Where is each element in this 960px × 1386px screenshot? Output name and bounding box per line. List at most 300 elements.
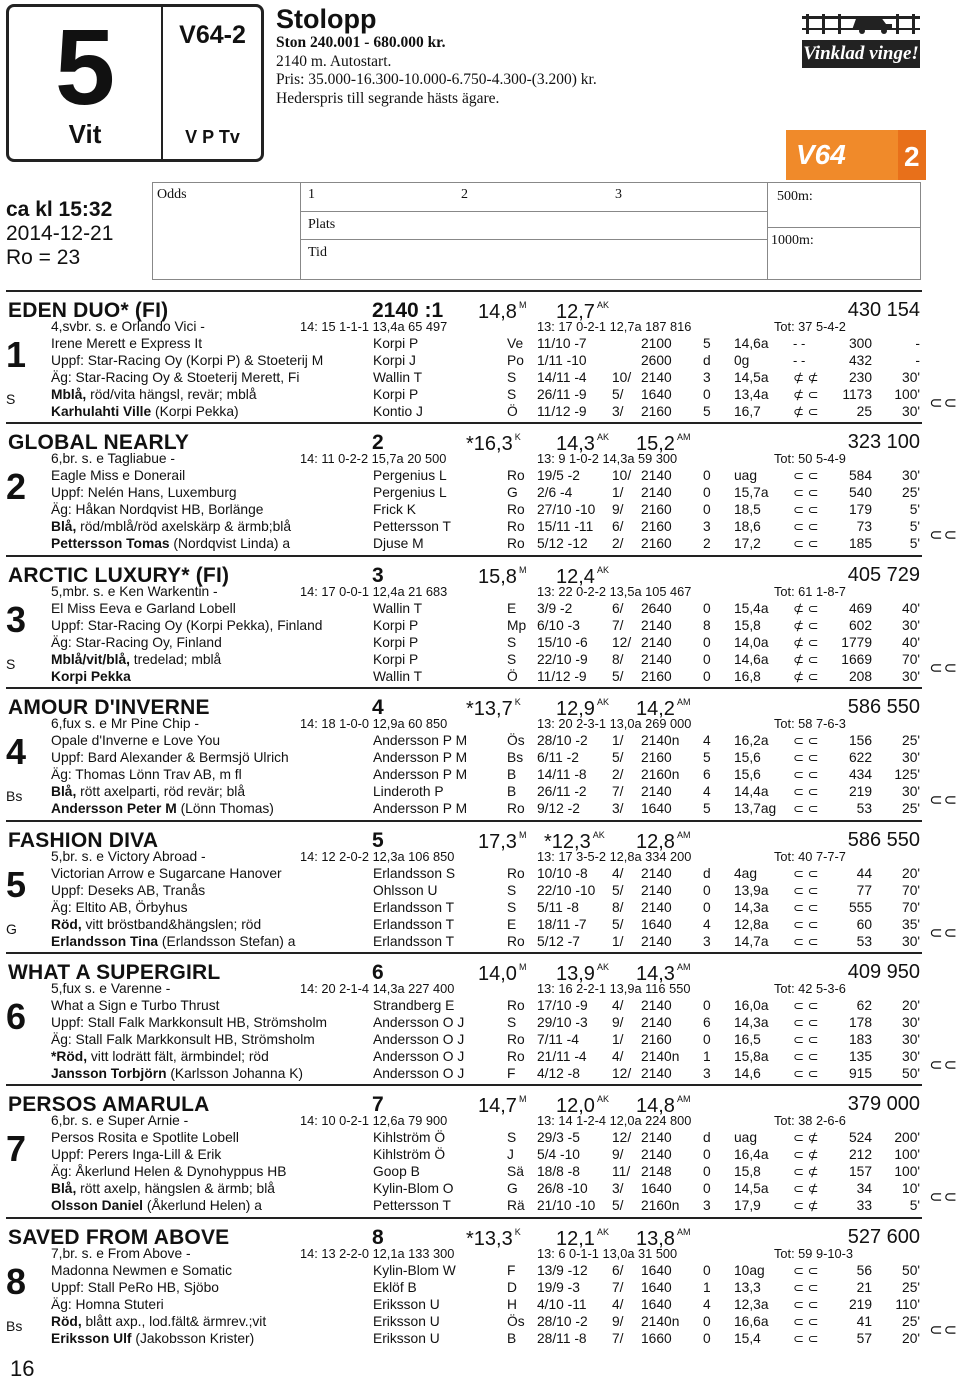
start-distance: 2140	[641, 866, 672, 881]
shoe-symbol-icon: ⊂⊂	[929, 660, 958, 677]
horse-row	[0, 732, 960, 749]
start-date: 5/12 -12	[537, 536, 588, 551]
stats-2013: 13: 6 0-1-1 13,0a 31 500	[537, 1246, 678, 1261]
start-time-result: uag	[734, 1130, 758, 1145]
start-date: 2/6 -4	[537, 485, 573, 500]
start-position: 9/	[612, 502, 624, 517]
record-value: 14,3	[556, 433, 595, 455]
start-time-result: 16,2a	[734, 733, 769, 748]
record-value: 17,3	[478, 831, 517, 853]
start-track: S	[507, 1015, 517, 1030]
record-suffix: AM	[676, 432, 691, 442]
start-distance: 2160	[641, 502, 672, 517]
horse-row	[0, 1197, 960, 1214]
shoe-icon: ⊄ ⊂	[793, 618, 819, 633]
horse-info-line: Uppf: Stall Falk Markkonsult HB, Strömsholm	[51, 1015, 328, 1030]
horse-row	[0, 535, 960, 552]
start-lane: d	[703, 866, 711, 881]
start-date: 1/11 -10	[537, 353, 587, 368]
start-track: S	[507, 635, 517, 650]
horse-info-line	[51, 1180, 275, 1197]
start-odds: 57	[856, 1331, 872, 1346]
horse-row	[0, 583, 960, 600]
start-lane: 3	[703, 1198, 711, 1213]
start-odds: 44	[856, 866, 872, 881]
start-date: 29/10 -3	[537, 1015, 588, 1030]
shoe-icon: ⊂ ⊂	[793, 1032, 819, 1047]
horse-row	[0, 865, 960, 882]
horse-info-line: 6,br. s. e Tagliabue -	[51, 451, 175, 466]
horse-row	[0, 651, 960, 668]
start-driver: Korpi J	[373, 353, 416, 368]
horse-info-line: 5,br. s. e Victory Abroad -	[51, 849, 206, 864]
start-distance: 2160	[641, 519, 672, 534]
horse-info-line	[51, 1330, 254, 1347]
info-rest: (Karlsson Johanna K)	[166, 1066, 304, 1081]
record-suffix: M	[518, 962, 527, 972]
start-odds: 156	[848, 733, 872, 748]
start-track: Mp	[507, 618, 527, 633]
shoe-icon: - -	[793, 353, 806, 368]
start-lane: 5	[703, 750, 711, 765]
start-date: 18/8 -8	[537, 1164, 580, 1179]
start-driver: Wallin T	[373, 669, 423, 684]
horse-start-number: 5	[372, 829, 384, 852]
horse-row	[0, 617, 960, 634]
start-position: 5/	[612, 883, 624, 898]
horse-start-number: 7	[372, 1093, 384, 1116]
grid-plats-label: Plats	[308, 217, 336, 232]
horse-row	[0, 1262, 960, 1279]
record-value: 14,2	[636, 698, 675, 720]
start-track: E	[507, 601, 517, 616]
horse-info-line: Irene Merett e Express It	[51, 336, 203, 351]
start-time-result: 15,8a	[734, 1049, 769, 1064]
start-date: 21/10 -10	[537, 1198, 596, 1213]
start-position: 4/	[612, 866, 624, 881]
stats-total: Tot: 38 2-6-6	[774, 1113, 846, 1128]
record-value: 12,0	[556, 1095, 595, 1117]
shoe-symbol-icon: ⊂⊂	[929, 1322, 958, 1339]
start-time-result: 18,5	[734, 502, 761, 517]
info-rest: blått axp., lod.fält& ärmrev.;vit	[81, 1314, 267, 1329]
info-rest: (Jakobsson Krister)	[131, 1331, 255, 1346]
horse-number: 5	[6, 864, 27, 905]
grid-col-1: 1	[308, 187, 315, 202]
start-driver: Kylin-Blom W	[373, 1263, 456, 1278]
start-odds: 1779	[841, 635, 872, 650]
horse-entry	[0, 290, 960, 418]
shoe-icon: ⊂ ⊂	[793, 536, 819, 551]
horse-info-line: Äg: Homna Stuteri	[51, 1297, 164, 1312]
shoe-icon: ⊄ ⊄	[793, 370, 819, 385]
start-odds: 53	[856, 934, 872, 949]
race-prizes: Pris: 35.000-16.300-10.000-6.750-4.300-(3.200) kr.	[276, 71, 597, 88]
start-position: 5/	[612, 1198, 624, 1213]
start-lane: 0	[703, 1147, 711, 1162]
horse-info-line	[51, 1197, 262, 1214]
start-driver: Kontio J	[373, 404, 423, 419]
start-time-result: 4ag	[734, 866, 758, 881]
info-bold-part: Röd,	[51, 1314, 82, 1329]
horse-info-line: Uppf: Star-Racing Oy (Korpi Pekka), Finland	[51, 618, 323, 633]
record-suffix: AM	[676, 962, 691, 972]
start-track: Sä	[507, 1164, 524, 1179]
start-distance: 2160n	[641, 1198, 680, 1213]
start-date: 7/11 -4	[537, 1032, 579, 1047]
start-time-block	[6, 198, 146, 270]
start-lane: 0	[703, 669, 711, 684]
start-time-result: 13,9a	[734, 883, 769, 898]
start-track: E	[507, 917, 517, 932]
horse-row	[0, 1146, 960, 1163]
horse-info-line: Madonna Newmen e Somatic	[51, 1263, 232, 1278]
shoe-icon: ⊂ ⊂	[793, 1066, 819, 1081]
start-position: 2/	[612, 536, 624, 551]
start-lane: 4	[703, 917, 711, 932]
record-suffix: AK	[596, 1094, 609, 1104]
horse-info-line: Opale d'Inverne e Love You	[51, 733, 221, 748]
start-prize: 10'	[902, 1181, 920, 1196]
start-odds: 21	[856, 1280, 872, 1295]
start-prize: 70'	[902, 652, 920, 667]
horse-info-line: Uppf: Bard Alexander & Bermsjö Ulrich	[51, 750, 289, 765]
race-distance: 2140 m. Autostart.	[276, 52, 392, 70]
start-prize: 100'	[894, 387, 920, 402]
start-driver: Ohlsson U	[373, 883, 438, 898]
horse-entry	[0, 820, 960, 948]
start-time-result: 14,4a	[734, 784, 769, 799]
horse-row	[0, 980, 960, 997]
grid-500m-label: 500m:	[777, 189, 813, 204]
stats-2014: 14: 15 1-1-1 13,4a 65 497	[300, 319, 448, 334]
start-prize: 20'	[902, 998, 920, 1013]
vinklad-vinge-logo	[800, 8, 922, 70]
page-number: 16	[10, 1356, 35, 1381]
info-bold-part: Korpi Pekka	[51, 669, 131, 684]
start-distance: 2640	[641, 601, 672, 616]
horse-info-line	[51, 1048, 269, 1065]
horse-info-line: Äg: Håkan Nordqvist HB, Borlänge	[51, 502, 264, 517]
horse-row	[0, 1180, 960, 1197]
info-rest: rött axelparti, röd revär; blå	[76, 784, 246, 799]
start-driver: Korpi P	[373, 635, 419, 650]
horse-row	[0, 352, 960, 369]
horse-info-line: Persos Rosita e Spotlite Lobell	[51, 1130, 239, 1145]
record-suffix: M	[518, 565, 527, 575]
horse-info-line	[51, 518, 291, 535]
start-driver: Erlandsson T	[373, 934, 455, 949]
start-distance: 1640	[641, 917, 672, 932]
shoe-icon: ⊄ ⊂	[793, 635, 819, 650]
start-date: 6/11 -2	[537, 750, 579, 765]
start-driver: Korpi P	[373, 336, 419, 351]
start-odds: 41	[856, 1314, 872, 1329]
horse-row	[0, 1245, 960, 1262]
start-odds: 212	[848, 1147, 872, 1162]
info-bold-part: Eriksson Ulf	[51, 1331, 132, 1346]
horse-row	[0, 467, 960, 484]
shoe-icon: ⊂ ⊂	[793, 502, 819, 517]
record-value: 12,4	[556, 566, 595, 588]
start-prize: 30'	[902, 370, 920, 385]
start-track: B	[507, 784, 517, 799]
start-prize: 5'	[909, 1198, 920, 1213]
start-odds: 1173	[842, 387, 872, 402]
start-driver: Pergenius L	[373, 468, 447, 483]
horse-earnings: 586 550	[847, 696, 920, 718]
horse-info-line	[51, 651, 221, 668]
start-position: 9/	[612, 1314, 624, 1329]
record-suffix: M	[518, 1094, 527, 1104]
record-suffix: K	[514, 432, 521, 442]
shoe-symbol-icon: ⊂⊂	[929, 792, 958, 809]
odds-grid	[152, 182, 921, 280]
horse-earnings: 405 729	[847, 564, 920, 586]
start-prize: 30'	[902, 404, 920, 419]
start-driver: Goop B	[373, 1164, 420, 1179]
start-driver: Eriksson U	[373, 1331, 440, 1346]
start-time-result: 14,6a	[734, 652, 769, 667]
shoe-icon: ⊂ ⊂	[793, 750, 819, 765]
horse-row	[0, 1014, 960, 1031]
horse-earnings: 527 600	[847, 1226, 920, 1248]
start-date: 3/9 -2	[537, 601, 573, 616]
start-prize: 70'	[902, 883, 920, 898]
horse-info-line: 7,br. s. e From Above -	[51, 1246, 191, 1261]
start-odds: 73	[856, 519, 872, 534]
start-lane: 0	[703, 485, 711, 500]
game-types: V P Tv	[185, 127, 240, 147]
start-time-result: 14,3a	[734, 1015, 769, 1030]
info-rest: röd/vita hängsl, revär; mblå	[86, 387, 257, 402]
start-position: 6/	[612, 519, 624, 534]
start-driver: Kihlström Ö	[373, 1147, 446, 1162]
start-odds: 230	[848, 370, 872, 385]
horse-shoe-code: Bs	[6, 1318, 23, 1334]
start-position: 5/	[612, 387, 624, 402]
start-track: S	[507, 387, 517, 402]
start-lane: 0	[703, 900, 711, 915]
start-distance: 2160	[641, 1032, 672, 1047]
horse-entry	[0, 555, 960, 683]
start-distance: 2140	[641, 618, 672, 633]
start-track: S	[507, 883, 517, 898]
horse-info-line: Äg: Åkerlund Helen & Dynohyppus HB	[51, 1164, 287, 1179]
stats-2013: 13: 22 0-2-2 13,5a 105 467	[537, 584, 692, 599]
start-prize: -	[915, 336, 920, 351]
shoe-icon: ⊂ ⊂	[793, 900, 819, 915]
horse-info-line: 5,fux s. e Varenne -	[51, 981, 171, 996]
start-date: 28/11 -8	[537, 1331, 587, 1346]
horse-info-line: Uppf: Stall PeRo HB, Sjöbo	[51, 1280, 219, 1295]
horse-row	[0, 933, 960, 950]
info-bold-part: Olsson Daniel	[51, 1198, 144, 1213]
horse-row	[0, 1048, 960, 1065]
start-position: 5/	[612, 669, 624, 684]
horse-info-line: Äg: Star-Racing Oy & Stoeterij Merett, Fi	[51, 370, 300, 385]
start-odds: 524	[848, 1130, 872, 1145]
horse-row	[0, 715, 960, 732]
record-suffix: AK	[596, 697, 609, 707]
info-rest: rött axelp, hängslen & ärmb; blå	[76, 1181, 275, 1196]
horse-shoe-code: S	[6, 391, 16, 407]
start-prize: 30'	[902, 669, 920, 684]
horse-row	[0, 1330, 960, 1347]
start-prize: 25'	[902, 485, 920, 500]
start-prize: 100'	[894, 1147, 920, 1162]
horse-row	[0, 1296, 960, 1313]
start-track: Ö	[507, 404, 518, 419]
start-odds: 434	[848, 767, 872, 782]
stats-2014: 14: 20 2-1-4 14,3a 227 400	[300, 981, 455, 996]
start-date: 19/9 -3	[537, 1280, 580, 1295]
start-time-result: 15,4a	[734, 601, 769, 616]
stats-2014: 14: 17 0-0-1 12,4a 21 683	[300, 584, 448, 599]
horse-earnings: 323 100	[847, 431, 920, 453]
info-rest: vitt lodrätt fält, ärmbindel; röd	[87, 1049, 269, 1064]
start-odds: 584	[848, 468, 872, 483]
start-odds: 219	[848, 1297, 872, 1312]
shoe-icon: ⊄ ⊂	[793, 387, 819, 402]
start-prize: 40'	[902, 601, 920, 616]
start-track: S	[507, 1130, 517, 1145]
horse-number: 1	[6, 334, 27, 375]
start-odds: 432	[848, 353, 872, 368]
start-time-result: 17,9	[734, 1198, 761, 1213]
start-time-result: 12,3a	[734, 1297, 769, 1312]
start-driver: Korpi P	[373, 652, 419, 667]
shoe-symbol-icon: ⊂⊂	[929, 1057, 958, 1074]
start-track: Ö	[507, 669, 518, 684]
stats-2013: 13: 17 0-2-1 12,7a 187 816	[537, 319, 692, 334]
horse-row	[0, 1065, 960, 1082]
record-suffix: AK	[596, 432, 609, 442]
record-value: 14,0	[478, 963, 517, 985]
start-odds: 25	[856, 404, 872, 419]
start-date: 22/10 -10	[537, 883, 596, 898]
start-date: 18/11 -7	[537, 917, 587, 932]
start-track: Ro	[507, 502, 525, 517]
start-position: 12/	[612, 1066, 632, 1081]
start-position: 12/	[612, 635, 632, 650]
race-color: Vit	[68, 119, 102, 149]
info-bold-part: *Röd,	[51, 1049, 88, 1064]
race-number-box	[6, 4, 264, 162]
start-position: 9/	[612, 1147, 624, 1162]
record-value: *12,3	[544, 831, 591, 853]
race-name: Stolopp	[276, 4, 377, 34]
start-odds: 60	[856, 917, 872, 932]
start-position: 3/	[612, 801, 624, 816]
shoe-icon: ⊂ ⊄	[793, 1181, 819, 1196]
start-prize: 50'	[902, 1263, 920, 1278]
start-position: 10/	[612, 370, 632, 385]
start-track: Ro	[507, 866, 525, 881]
horse-info-line: 6,br. s. e Super Arnie -	[51, 1113, 189, 1128]
grid-col-2: 2	[461, 187, 468, 202]
race-info	[276, 4, 776, 108]
start-position: 8/	[612, 652, 624, 667]
stats-2014: 14: 12 2-0-2 12,3a 106 850	[300, 849, 455, 864]
start-lane: 3	[703, 1066, 711, 1081]
stats-total: Tot: 61 1-8-7	[774, 584, 846, 599]
start-time-result: 12,8a	[734, 917, 769, 932]
start-time-result: 15,6	[734, 750, 761, 765]
shoe-symbol-icon: ⊂⊂	[929, 527, 958, 544]
record-suffix: AK	[592, 830, 605, 840]
start-lane: 2	[703, 536, 711, 551]
start-date: 26/11 -9	[537, 387, 587, 402]
start-lane: 0	[703, 387, 711, 402]
start-driver: Pettersson T	[373, 519, 451, 534]
start-position: 6/	[612, 601, 624, 616]
start-distance: 2160	[641, 669, 672, 684]
shoe-icon: ⊂ ⊂	[793, 1280, 819, 1295]
start-distance: 2140	[641, 883, 672, 898]
shoe-icon: ⊂ ⊂	[793, 998, 819, 1013]
start-distance: 2140	[641, 1130, 672, 1145]
start-track: D	[507, 1280, 517, 1295]
horse-name: WHAT A SUPERGIRL	[8, 961, 221, 984]
start-prize: 5'	[909, 536, 920, 551]
start-position: 3/	[612, 1181, 624, 1196]
horse-info-line	[51, 783, 245, 800]
horse-name: EDEN DUO* (FI)	[8, 299, 169, 322]
shoe-icon: ⊄ ⊂	[793, 652, 819, 667]
start-date: 11/12 -9	[537, 404, 587, 419]
start-distance: 2140	[641, 998, 672, 1013]
start-date: 27/10 -10	[537, 502, 596, 517]
horse-row	[0, 848, 960, 865]
horse-row	[0, 369, 960, 386]
start-distance: 2140n	[641, 1049, 680, 1064]
start-lane: 0	[703, 601, 711, 616]
shoe-icon: ⊂ ⊂	[793, 485, 819, 500]
start-lane: 0	[703, 652, 711, 667]
start-distance: 1660	[641, 1331, 672, 1346]
start-date: 11/10 -7	[537, 336, 587, 351]
start-position: 11/	[612, 1164, 631, 1179]
start-distance: 2140	[641, 900, 672, 915]
start-distance: 2140n	[641, 1314, 680, 1329]
start-distance: 2140	[641, 1066, 672, 1081]
record-suffix: AM	[676, 1227, 691, 1237]
start-odds: 185	[848, 536, 872, 551]
start-date: 15/11 -11	[537, 519, 594, 534]
start-position: 7/	[612, 1280, 624, 1295]
start-driver: Wallin T	[373, 370, 423, 385]
horse-row	[0, 766, 960, 783]
horse-info-line: El Miss Eeva e Garland Lobell	[51, 601, 236, 616]
horse-earnings: 379 000	[847, 1093, 920, 1115]
start-lane: 0	[703, 502, 711, 517]
start-time-result: 14,7a	[734, 934, 769, 949]
v64-logo-text: V64	[796, 139, 846, 170]
horse-entry	[0, 952, 960, 1080]
start-time-result: 16,0a	[734, 998, 769, 1013]
start-distance: 2140	[641, 485, 672, 500]
record-value: 12,7	[556, 301, 595, 323]
start-odds: 135	[848, 1049, 872, 1064]
record-suffix: K	[514, 697, 521, 707]
start-position: 1/	[612, 733, 624, 748]
start-date: 14/11 -8	[537, 767, 587, 782]
start-driver: Kylin-Blom O	[373, 1181, 454, 1196]
info-bold-part: Blå,	[51, 784, 77, 799]
shoe-symbol-icon: ⊂⊂	[929, 395, 958, 412]
start-distance: 2140	[641, 652, 672, 667]
